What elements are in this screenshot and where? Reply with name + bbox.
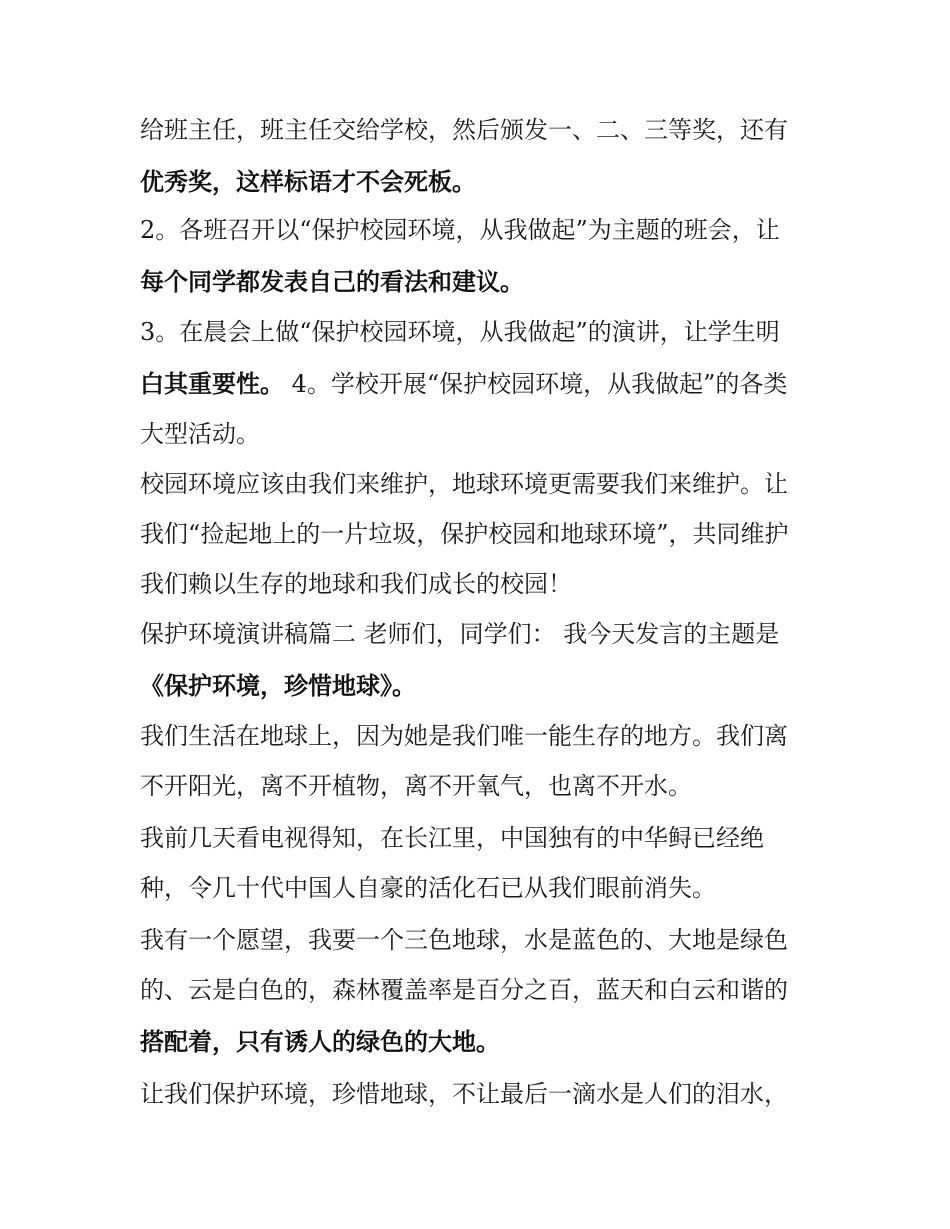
text-line: 我前几天看电视得知，在长江里，中国独有的中华鲟已经绝 — [140, 824, 764, 852]
text-line: 校园环境应该由我们来维护，地球环境更需要我们来维护。让 — [140, 470, 788, 498]
text-line: 我们“捡起地上的一片垃圾，保护校园和地球环境”，共同维护 — [140, 520, 789, 548]
text-line-group — [140, 364, 787, 404]
text-line: 我们赖以生存的地球和我们成长的校园！ — [140, 570, 572, 598]
text-line: 的、云是白色的，森林覆盖率是百分之百，蓝天和白云和谐的 — [140, 976, 788, 1004]
text-line: 优秀奖，这样标语才不会死板。 — [140, 168, 476, 196]
text-line: 保护环境演讲稿篇二 老师们，同学们： 我今天发言的主题是 — [140, 620, 780, 648]
text-line: 3。在晨会上做“保护校园环境，从我做起”的演讲，让学生明 — [140, 318, 780, 346]
text-line: 2。各班召开以“保护校园环境，从我做起”为主题的班会，让 — [140, 216, 780, 244]
text-span: 白其重要性。 — [140, 370, 284, 398]
text-line: 给班主任，班主任交给学校，然后颁发一、二、三等奖，还有 — [140, 116, 788, 144]
text-line: 《保护环境，珍惜地球》。 — [140, 672, 416, 700]
text-line: 我有一个愿望，我要一个三色地球，水是蓝色的、大地是绿色 — [140, 926, 788, 954]
text-span: 4。学校开展“保护校园环境，从我做起”的各类 — [284, 370, 788, 398]
text-line: 让我们保护环境，珍惜地球，不让最后一滴水是人们的泪水， — [140, 1080, 788, 1108]
text-line: 每个同学都发表自己的看法和建议。 — [140, 268, 524, 296]
text-line: 搭配着，只有诱人的绿色的大地。 — [140, 1028, 500, 1056]
text-line: 不开阳光，离不开植物，离不开氧气，也离不开水。 — [140, 772, 692, 800]
text-line: 我们生活在地球上，因为她是我们唯一能生存的地方。我们离 — [140, 722, 788, 750]
text-line: 种，令几十代中国人自豪的活化石已从我们眼前消失。 — [140, 874, 716, 902]
text-line: 大型活动。 — [140, 420, 260, 448]
